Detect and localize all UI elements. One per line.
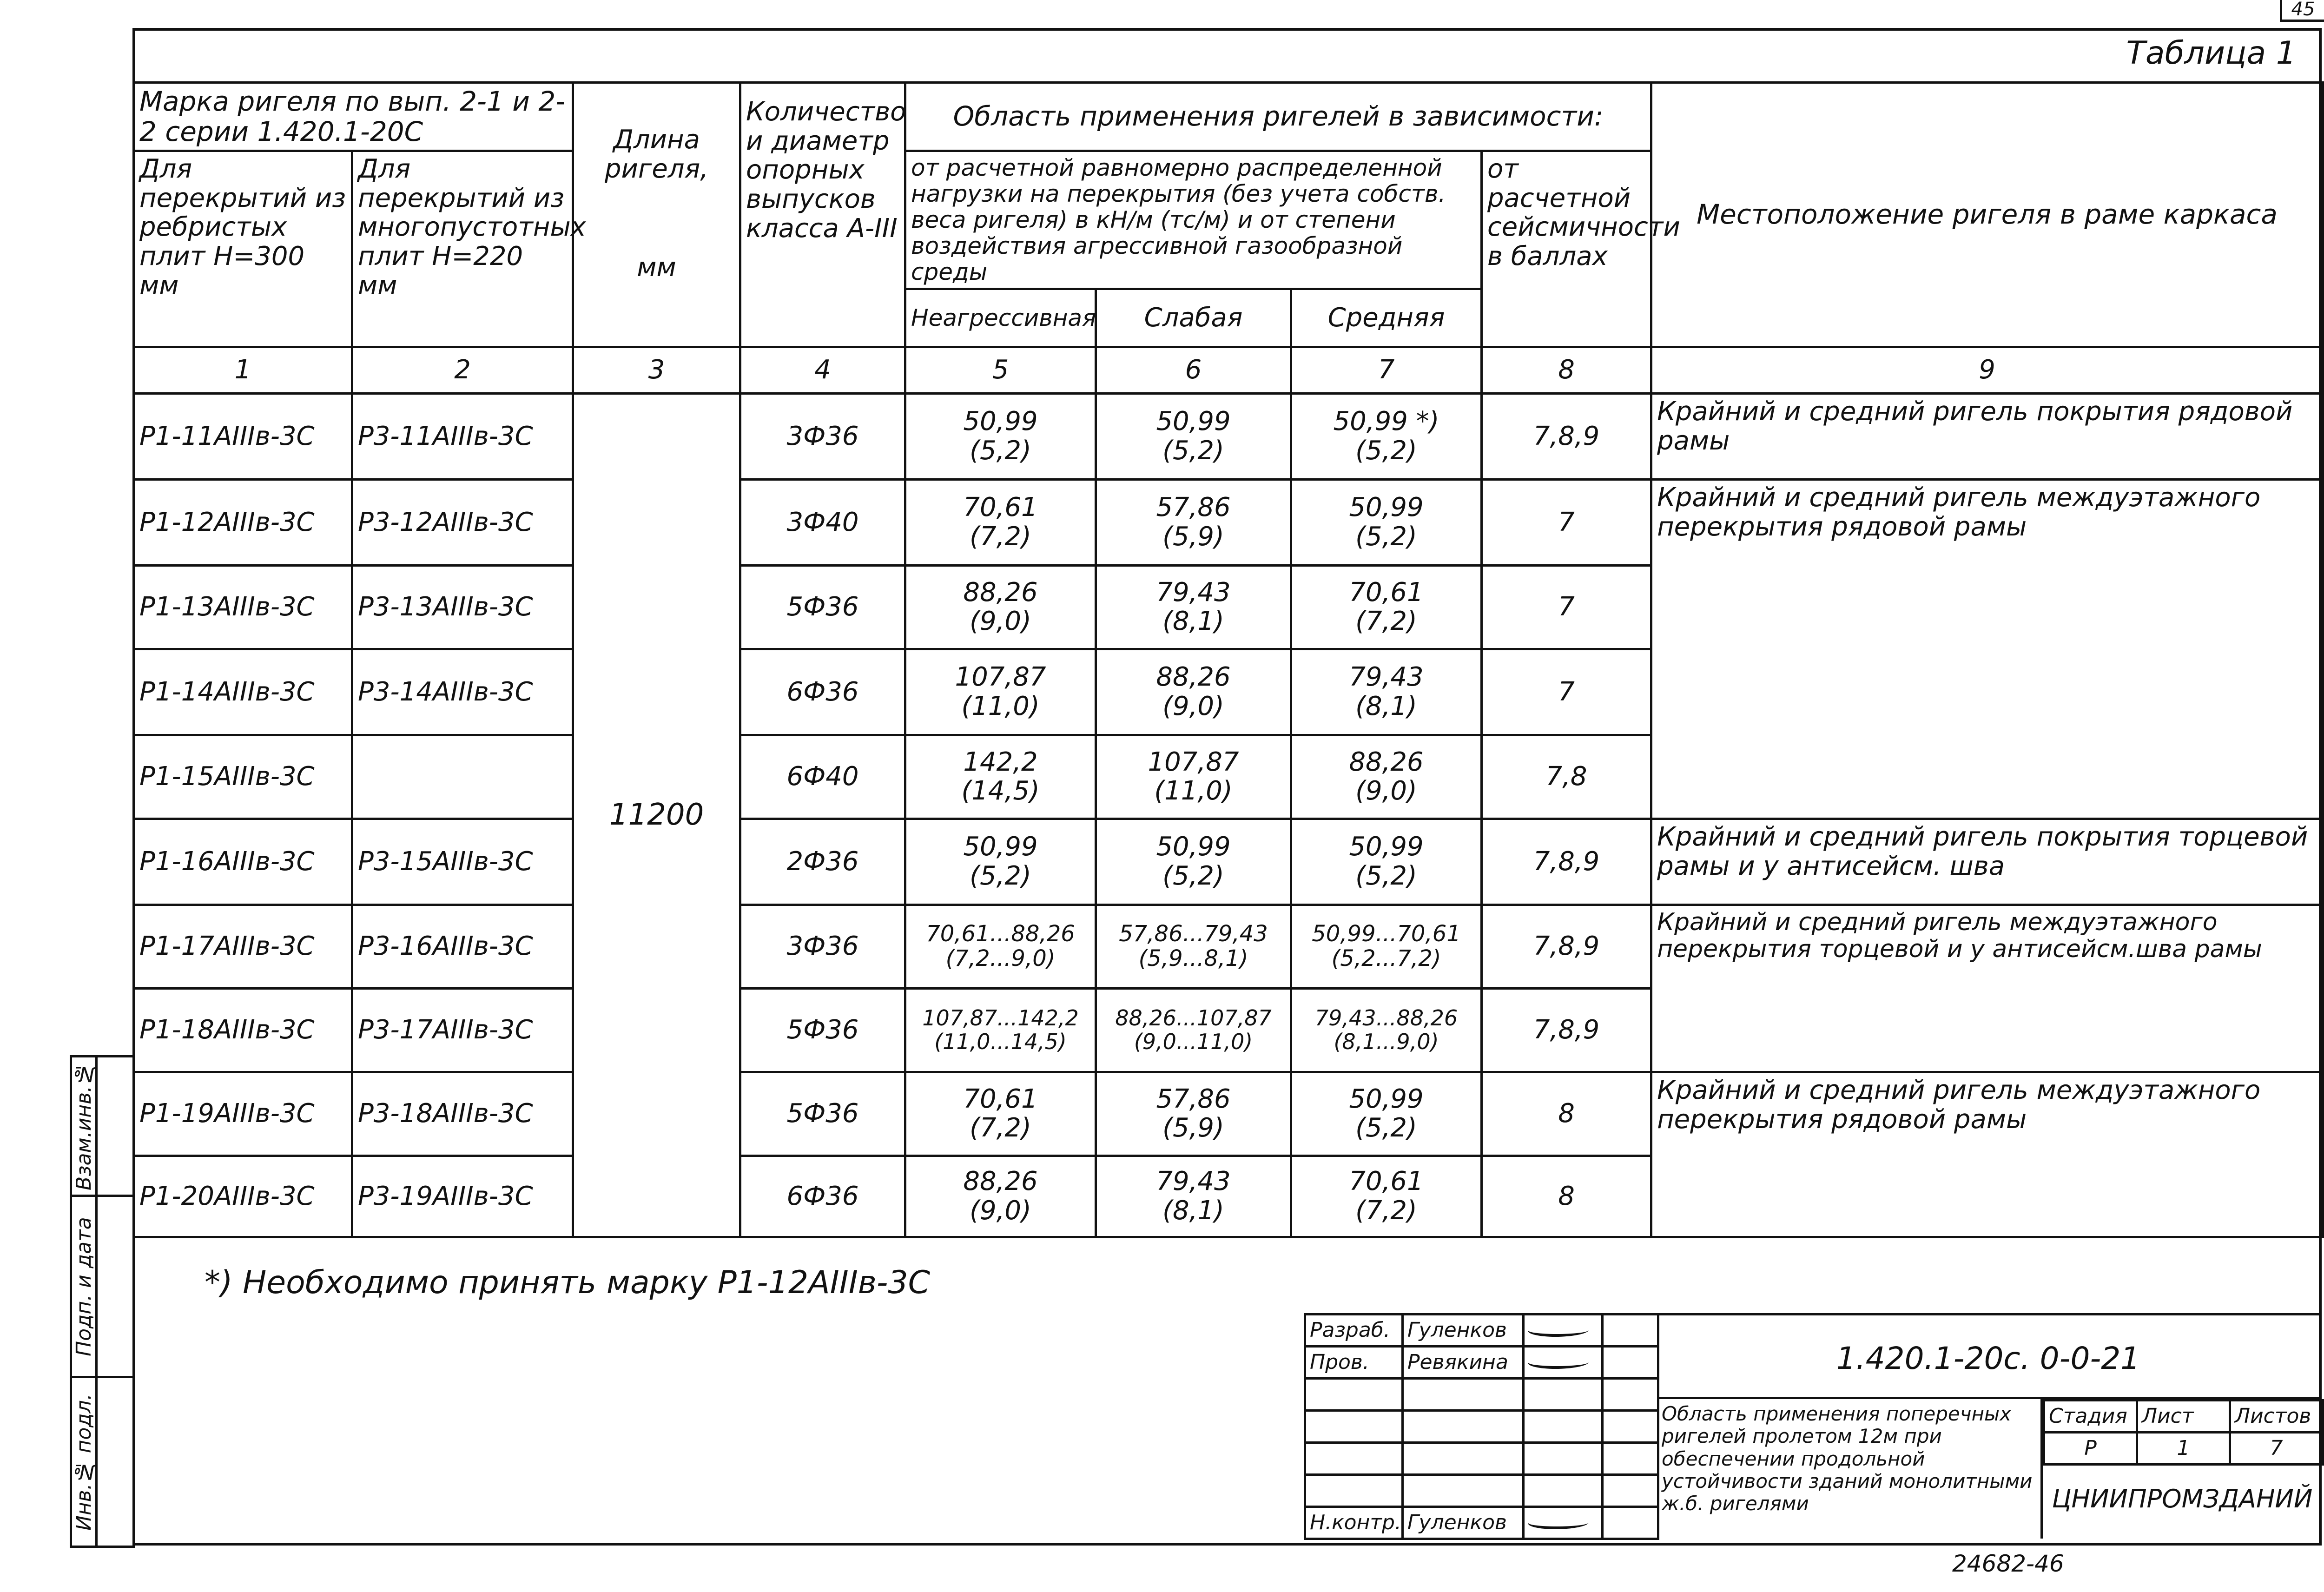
load-nonaggressive: 50,99 (5,2) bbox=[905, 819, 1096, 905]
table-row bbox=[134, 1072, 2323, 1156]
column-number: 1 bbox=[134, 347, 352, 393]
mark-ribbed: Р1-17АIIIв-3С bbox=[134, 905, 352, 988]
column-number: 6 bbox=[1096, 347, 1291, 393]
drawing-description: Область применения поперечных ригелей пролетом 12м при обеспечении продольной устойчивости зданий монолитными ж.б. ригелями bbox=[1657, 1399, 2043, 1539]
mark-ribbed: Р1-11АIIIв-3С bbox=[134, 393, 352, 479]
location-text: Крайний и средний ригель покрытия рядовой рамы bbox=[1651, 393, 2323, 479]
seismic: 7 bbox=[1482, 649, 1651, 735]
mark-hollow bbox=[352, 735, 573, 819]
document-code: 1.420.1-20с. 0-0-21 bbox=[1657, 1313, 2322, 1399]
location-text: Крайний и средний ригель междуэтажного перекрытия торцевой и у антисейсм.шва рамы bbox=[1651, 905, 2323, 1072]
mark-ribbed: Р1-13АIIIв-3С bbox=[134, 565, 352, 649]
mark-hollow: Р3-16АIIIв-3С bbox=[352, 905, 573, 988]
stage-label: Стадия bbox=[2044, 1400, 2137, 1433]
sheet-label: Лист bbox=[2137, 1400, 2230, 1433]
mark-hollow: Р3-12АIIIв-3С bbox=[352, 479, 573, 565]
page-number: 45 bbox=[2291, 0, 2315, 20]
signature bbox=[1524, 1347, 1603, 1379]
role-developer: Разраб. bbox=[1305, 1315, 1403, 1347]
stage-value: Р bbox=[2044, 1433, 2137, 1465]
load-weak: 50,99 (5,2) bbox=[1096, 819, 1291, 905]
load-weak: 88,26 (9,0) bbox=[1096, 649, 1291, 735]
header-medium: Средняя bbox=[1291, 289, 1482, 347]
outlets: 3Ф36 bbox=[740, 393, 905, 479]
load-medium: 70,61 (7,2) bbox=[1291, 1156, 1482, 1237]
load-nonaggressive: 88,26 (9,0) bbox=[905, 565, 1096, 649]
load-medium: 50,99 *) (5,2) bbox=[1291, 393, 1482, 479]
outlets: 6Ф40 bbox=[740, 735, 905, 819]
role-norm-control: Н.контр. bbox=[1305, 1507, 1403, 1539]
mark-hollow: Р3-17АIIIв-3С bbox=[352, 988, 573, 1072]
role-checker: Пров. bbox=[1305, 1347, 1403, 1379]
column-number: 7 bbox=[1291, 347, 1482, 393]
mark-ribbed: Р1-19АIIIв-3С bbox=[134, 1072, 352, 1156]
header-ribbed: Для перекрытий из ребристых плит H=300 мм bbox=[134, 151, 352, 347]
page-number-box bbox=[2280, 0, 2324, 22]
mark-hollow: Р3-15АIIIв-3С bbox=[352, 819, 573, 905]
outlets: 5Ф36 bbox=[740, 988, 905, 1072]
organization: ЦНИИПРОМЗДАНИЙ bbox=[2052, 1484, 2313, 1513]
seismic: 7,8,9 bbox=[1482, 819, 1651, 905]
outlets: 5Ф36 bbox=[740, 565, 905, 649]
header-hollow: Для перекрытий из многопустотных плит H=220 мм bbox=[352, 151, 573, 347]
column-number: 5 bbox=[905, 347, 1096, 393]
column-number: 2 bbox=[352, 347, 573, 393]
load-medium: 70,61 (7,2) bbox=[1291, 565, 1482, 649]
mark-ribbed: Р1-18АIIIв-3С bbox=[134, 988, 352, 1072]
load-weak: 79,43 (8,1) bbox=[1096, 565, 1291, 649]
load-medium: 79,43...88,26 (8,1...9,0) bbox=[1291, 988, 1482, 1072]
name-checker: Ревякина bbox=[1403, 1347, 1524, 1379]
outlets: 2Ф36 bbox=[740, 819, 905, 905]
header-nonaggressive: Неагрессивная bbox=[905, 289, 1096, 347]
load-nonaggressive: 107,87 (11,0) bbox=[905, 649, 1096, 735]
load-nonaggressive: 70,61 (7,2) bbox=[905, 479, 1096, 565]
load-weak: 79,43 (8,1) bbox=[1096, 1156, 1291, 1237]
location-text: Крайний и средний ригель междуэтажного перекрытия рядовой рамы bbox=[1651, 1072, 2323, 1237]
sheets-label: Листов bbox=[2230, 1400, 2323, 1433]
mark-ribbed: Р1-14АIIIв-3С bbox=[134, 649, 352, 735]
table-title: Таблица 1 bbox=[2126, 35, 2296, 72]
seismic: 7 bbox=[1482, 479, 1651, 565]
bottom-number: 24682-46 bbox=[1952, 1550, 2064, 1577]
location-text: Крайний и средний ригель междуэтажного перекрытия рядовой рамы bbox=[1651, 479, 2323, 819]
signature bbox=[1524, 1315, 1603, 1347]
length-cell: 11200 bbox=[573, 393, 740, 1237]
column-number: 3 bbox=[573, 347, 740, 393]
load-medium: 50,99 (5,2) bbox=[1291, 1072, 1482, 1156]
name-developer: Гуленков bbox=[1403, 1315, 1524, 1347]
outlets: 3Ф40 bbox=[740, 479, 905, 565]
header-length: Длина ригеля, мм bbox=[573, 83, 740, 347]
table-row bbox=[134, 393, 2323, 479]
load-nonaggressive: 70,61 (7,2) bbox=[905, 1072, 1096, 1156]
load-nonaggressive: 88,26 (9,0) bbox=[905, 1156, 1096, 1237]
seismic: 8 bbox=[1482, 1156, 1651, 1237]
main-table bbox=[132, 81, 2324, 1238]
load-medium: 50,99 (5,2) bbox=[1291, 479, 1482, 565]
load-nonaggressive: 70,61...88,26 (7,2...9,0) bbox=[905, 905, 1096, 988]
mark-hollow: Р3-11АIIIв-3С bbox=[352, 393, 573, 479]
signature-table bbox=[1304, 1313, 1659, 1540]
load-medium: 79,43 (8,1) bbox=[1291, 649, 1482, 735]
load-weak: 57,86...79,43 (5,9...8,1) bbox=[1096, 905, 1291, 988]
load-medium: 50,99...70,61 (5,2...7,2) bbox=[1291, 905, 1482, 988]
mark-ribbed: Р1-15АIIIв-3С bbox=[134, 735, 352, 819]
load-medium: 50,99 (5,2) bbox=[1291, 819, 1482, 905]
load-nonaggressive: 50,99 (5,2) bbox=[905, 393, 1096, 479]
mark-ribbed: Р1-12АIIIв-3С bbox=[134, 479, 352, 565]
column-numbers-row bbox=[134, 347, 2323, 393]
mark-ribbed: Р1-16АIIIв-3С bbox=[134, 819, 352, 905]
header-load: от расчетной равномерно распределенной нагрузки на перекрытия (без учета собств. веса ригеля) в кН/м (тс/м) и от степени воздействия агрессивной газообразной среды bbox=[905, 151, 1482, 289]
footnote: *) Необходимо принять марку Р1-12АIIIв-3С bbox=[205, 1264, 931, 1301]
sheets-value: 7 bbox=[2230, 1433, 2323, 1465]
sheet-value: 1 bbox=[2137, 1433, 2230, 1465]
seismic: 7,8,9 bbox=[1482, 988, 1651, 1072]
outlets: 6Ф36 bbox=[740, 649, 905, 735]
load-medium: 88,26 (9,0) bbox=[1291, 735, 1482, 819]
load-weak: 57,86 (5,9) bbox=[1096, 1072, 1291, 1156]
name-norm-control: Гуленков bbox=[1403, 1507, 1524, 1539]
outlets: 5Ф36 bbox=[740, 1072, 905, 1156]
signature bbox=[1524, 1507, 1603, 1539]
column-number: 8 bbox=[1482, 347, 1651, 393]
header-weak: Слабая bbox=[1096, 289, 1291, 347]
seismic: 7,8 bbox=[1482, 735, 1651, 819]
table-row bbox=[134, 819, 2323, 905]
load-weak: 50,99 (5,2) bbox=[1096, 393, 1291, 479]
mark-hollow: Р3-19АIIIв-3С bbox=[352, 1156, 573, 1237]
mark-hollow: Р3-18АIIIв-3С bbox=[352, 1072, 573, 1156]
mark-hollow: Р3-13АIIIв-3С bbox=[352, 565, 573, 649]
header-application-area: Область применения ригелей в зависимости: bbox=[905, 83, 1651, 151]
header-mark-group: Марка ригеля по вып. 2-1 и 2-2 серии 1.420.1-20С bbox=[134, 83, 573, 151]
seismic: 8 bbox=[1482, 1072, 1651, 1156]
seismic: 7,8,9 bbox=[1482, 905, 1651, 988]
sheet-info bbox=[2043, 1399, 2324, 1466]
side-stamp bbox=[70, 1055, 132, 1546]
header-outlets: Количество и диаметр опорных выпусков класса А-III bbox=[740, 83, 905, 347]
load-weak: 107,87 (11,0) bbox=[1096, 735, 1291, 819]
table-row bbox=[134, 479, 2323, 565]
outlets: 6Ф36 bbox=[740, 1156, 905, 1237]
side-label-signature: Подп. и дата bbox=[71, 1196, 97, 1377]
outlets: 3Ф36 bbox=[740, 905, 905, 988]
load-nonaggressive: 107,87...142,2 (11,0...14,5) bbox=[905, 988, 1096, 1072]
seismic: 7,8,9 bbox=[1482, 393, 1651, 479]
table-row bbox=[134, 905, 2323, 988]
mark-ribbed: Р1-20АIIIв-3С bbox=[134, 1156, 352, 1237]
header-location: Местоположение ригеля в раме каркаса bbox=[1651, 83, 2323, 347]
header-seismic: от расчетной сейсмичности в баллах bbox=[1482, 151, 1651, 347]
side-label-inventory: Инв.№ подл. bbox=[71, 1377, 97, 1547]
load-weak: 88,26...107,87 (9,0...11,0) bbox=[1096, 988, 1291, 1072]
side-label-replace: Взам.инв.№ bbox=[71, 1057, 97, 1196]
title-block bbox=[1304, 1313, 2322, 1546]
seismic: 7 bbox=[1482, 565, 1651, 649]
mark-hollow: Р3-14АIIIв-3С bbox=[352, 649, 573, 735]
load-weak: 57,86 (5,9) bbox=[1096, 479, 1291, 565]
column-number: 4 bbox=[740, 347, 905, 393]
column-number: 9 bbox=[1651, 347, 2323, 393]
load-nonaggressive: 142,2 (14,5) bbox=[905, 735, 1096, 819]
location-text: Крайний и средний ригель покрытия торцевой рамы и у антисейсм. шва bbox=[1651, 819, 2323, 905]
